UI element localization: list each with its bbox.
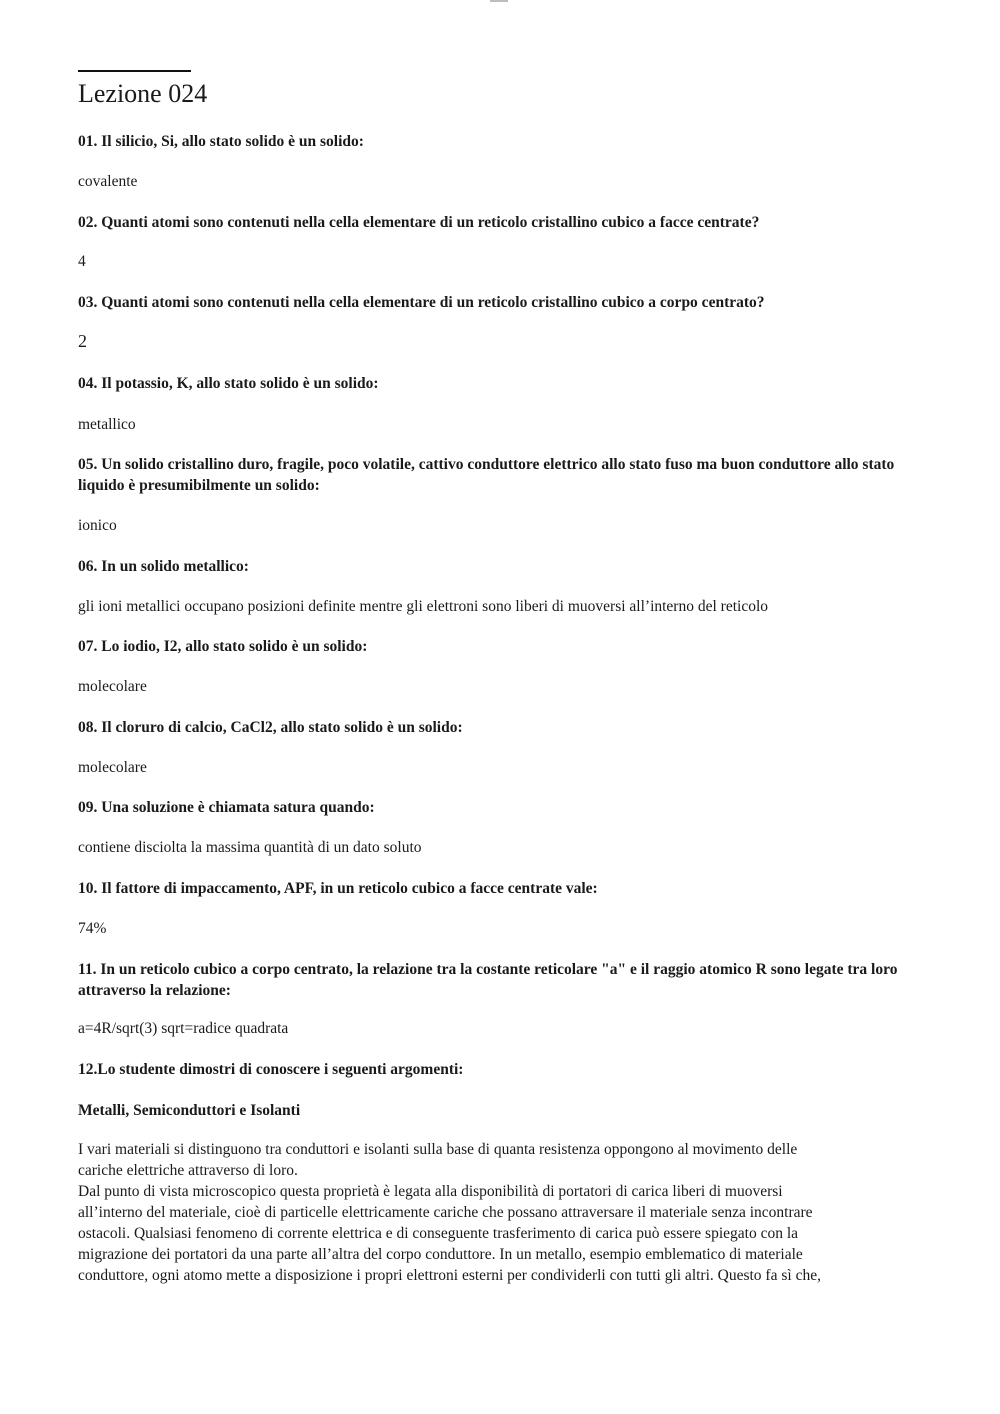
question-04: 04. Il potassio, K, allo stato solido è un solido: <box>78 375 379 392</box>
paragraph-line: cariche elettriche attraverso di loro. <box>78 1162 298 1179</box>
paragraph-line: ostacoli. Qualsiasi fenomeno di corrente elettrica e di conseguente trasferimento di carica può essere spiegato con la <box>78 1225 799 1242</box>
question-09: 09. Una soluzione è chiamata satura quando: <box>78 799 375 816</box>
answer-01: covalente <box>78 173 138 190</box>
question-01: 01. Il silicio, Si, allo stato solido è un solido: <box>78 133 364 150</box>
section-heading: Metalli, Semiconduttori e Isolanti <box>78 1102 301 1119</box>
answer-11: a=4R/sqrt(3) sqrt=radice quadrata <box>78 1020 289 1037</box>
answer-10: 74% <box>78 920 107 937</box>
title-rule <box>78 70 191 72</box>
answer-04: metallico <box>78 416 136 433</box>
answer-05: ionico <box>78 517 117 534</box>
page-header-mark <box>490 0 508 2</box>
question-05: 05. Un solido cristallino duro, fragile, poco volatile, cattivo conduttore elettrico allo stato fuso ma buon conduttore allo stato liquido è presumibilmente un solido: <box>78 456 895 494</box>
question-07: 07. Lo iodio, I2, allo stato solido è un solido: <box>78 638 368 655</box>
paragraph-line: Dal punto di vista microscopico questa proprietà è legata alla disponibilità di portatori di carica liberi di muoversi <box>78 1183 783 1200</box>
paragraph-line: all’interno del materiale, cioè di particelle elettricamente cariche che possano attraversare il materiale senza incontrare <box>78 1204 813 1221</box>
answer-09: contiene disciolta la massima quantità di un dato soluto <box>78 839 422 856</box>
body-paragraph <box>78 1139 908 1286</box>
question-12: 12.Lo studente dimostri di conoscere i seguenti argomenti: <box>78 1061 464 1078</box>
question-10: 10. Il fattore di impaccamento, APF, in un reticolo cubico a facce centrate vale: <box>78 880 598 897</box>
paragraph-line: migrazione dei portatori da una parte all’altra del corpo conduttore. In un metallo, esempio emblematico di materiale <box>78 1246 803 1263</box>
answer-02: 4 <box>78 253 86 270</box>
question-02: 02. Quanti atomi sono contenuti nella cella elementare di un reticolo cristallino cubico a facce centrate? <box>78 214 760 231</box>
question-08: 08. Il cloruro di calcio, CaCl2, allo stato solido è un solido: <box>78 719 463 736</box>
answer-08: molecolare <box>78 759 147 776</box>
lesson-title: Lezione 024 <box>78 79 208 108</box>
paragraph-line: I vari materiali si distinguono tra conduttori e isolanti sulla base di quanta resistenza oppongono al movimento delle <box>78 1141 798 1158</box>
question-03: 03. Quanti atomi sono contenuti nella cella elementare di un reticolo cristallino cubico a corpo centrato? <box>78 294 765 311</box>
question-06: 06. In un solido metallico: <box>78 558 249 575</box>
answer-07: molecolare <box>78 678 147 695</box>
question-11: 11. In un reticolo cubico a corpo centrato, la relazione tra la costante reticolare "a" e il raggio atomico R sono legate tra loro attraverso la relazione: <box>78 961 898 999</box>
answer-06: gli ioni metallici occupano posizioni definite mentre gli elettroni sono liberi di muoversi all’interno del reticolo <box>78 598 768 615</box>
paragraph-line: conduttore, ogni atomo mette a disposizione i propri elettroni esterni per condividerli con tutti gli altri. Questo fa sì che, <box>78 1267 821 1284</box>
answer-03: 2 <box>78 331 87 351</box>
